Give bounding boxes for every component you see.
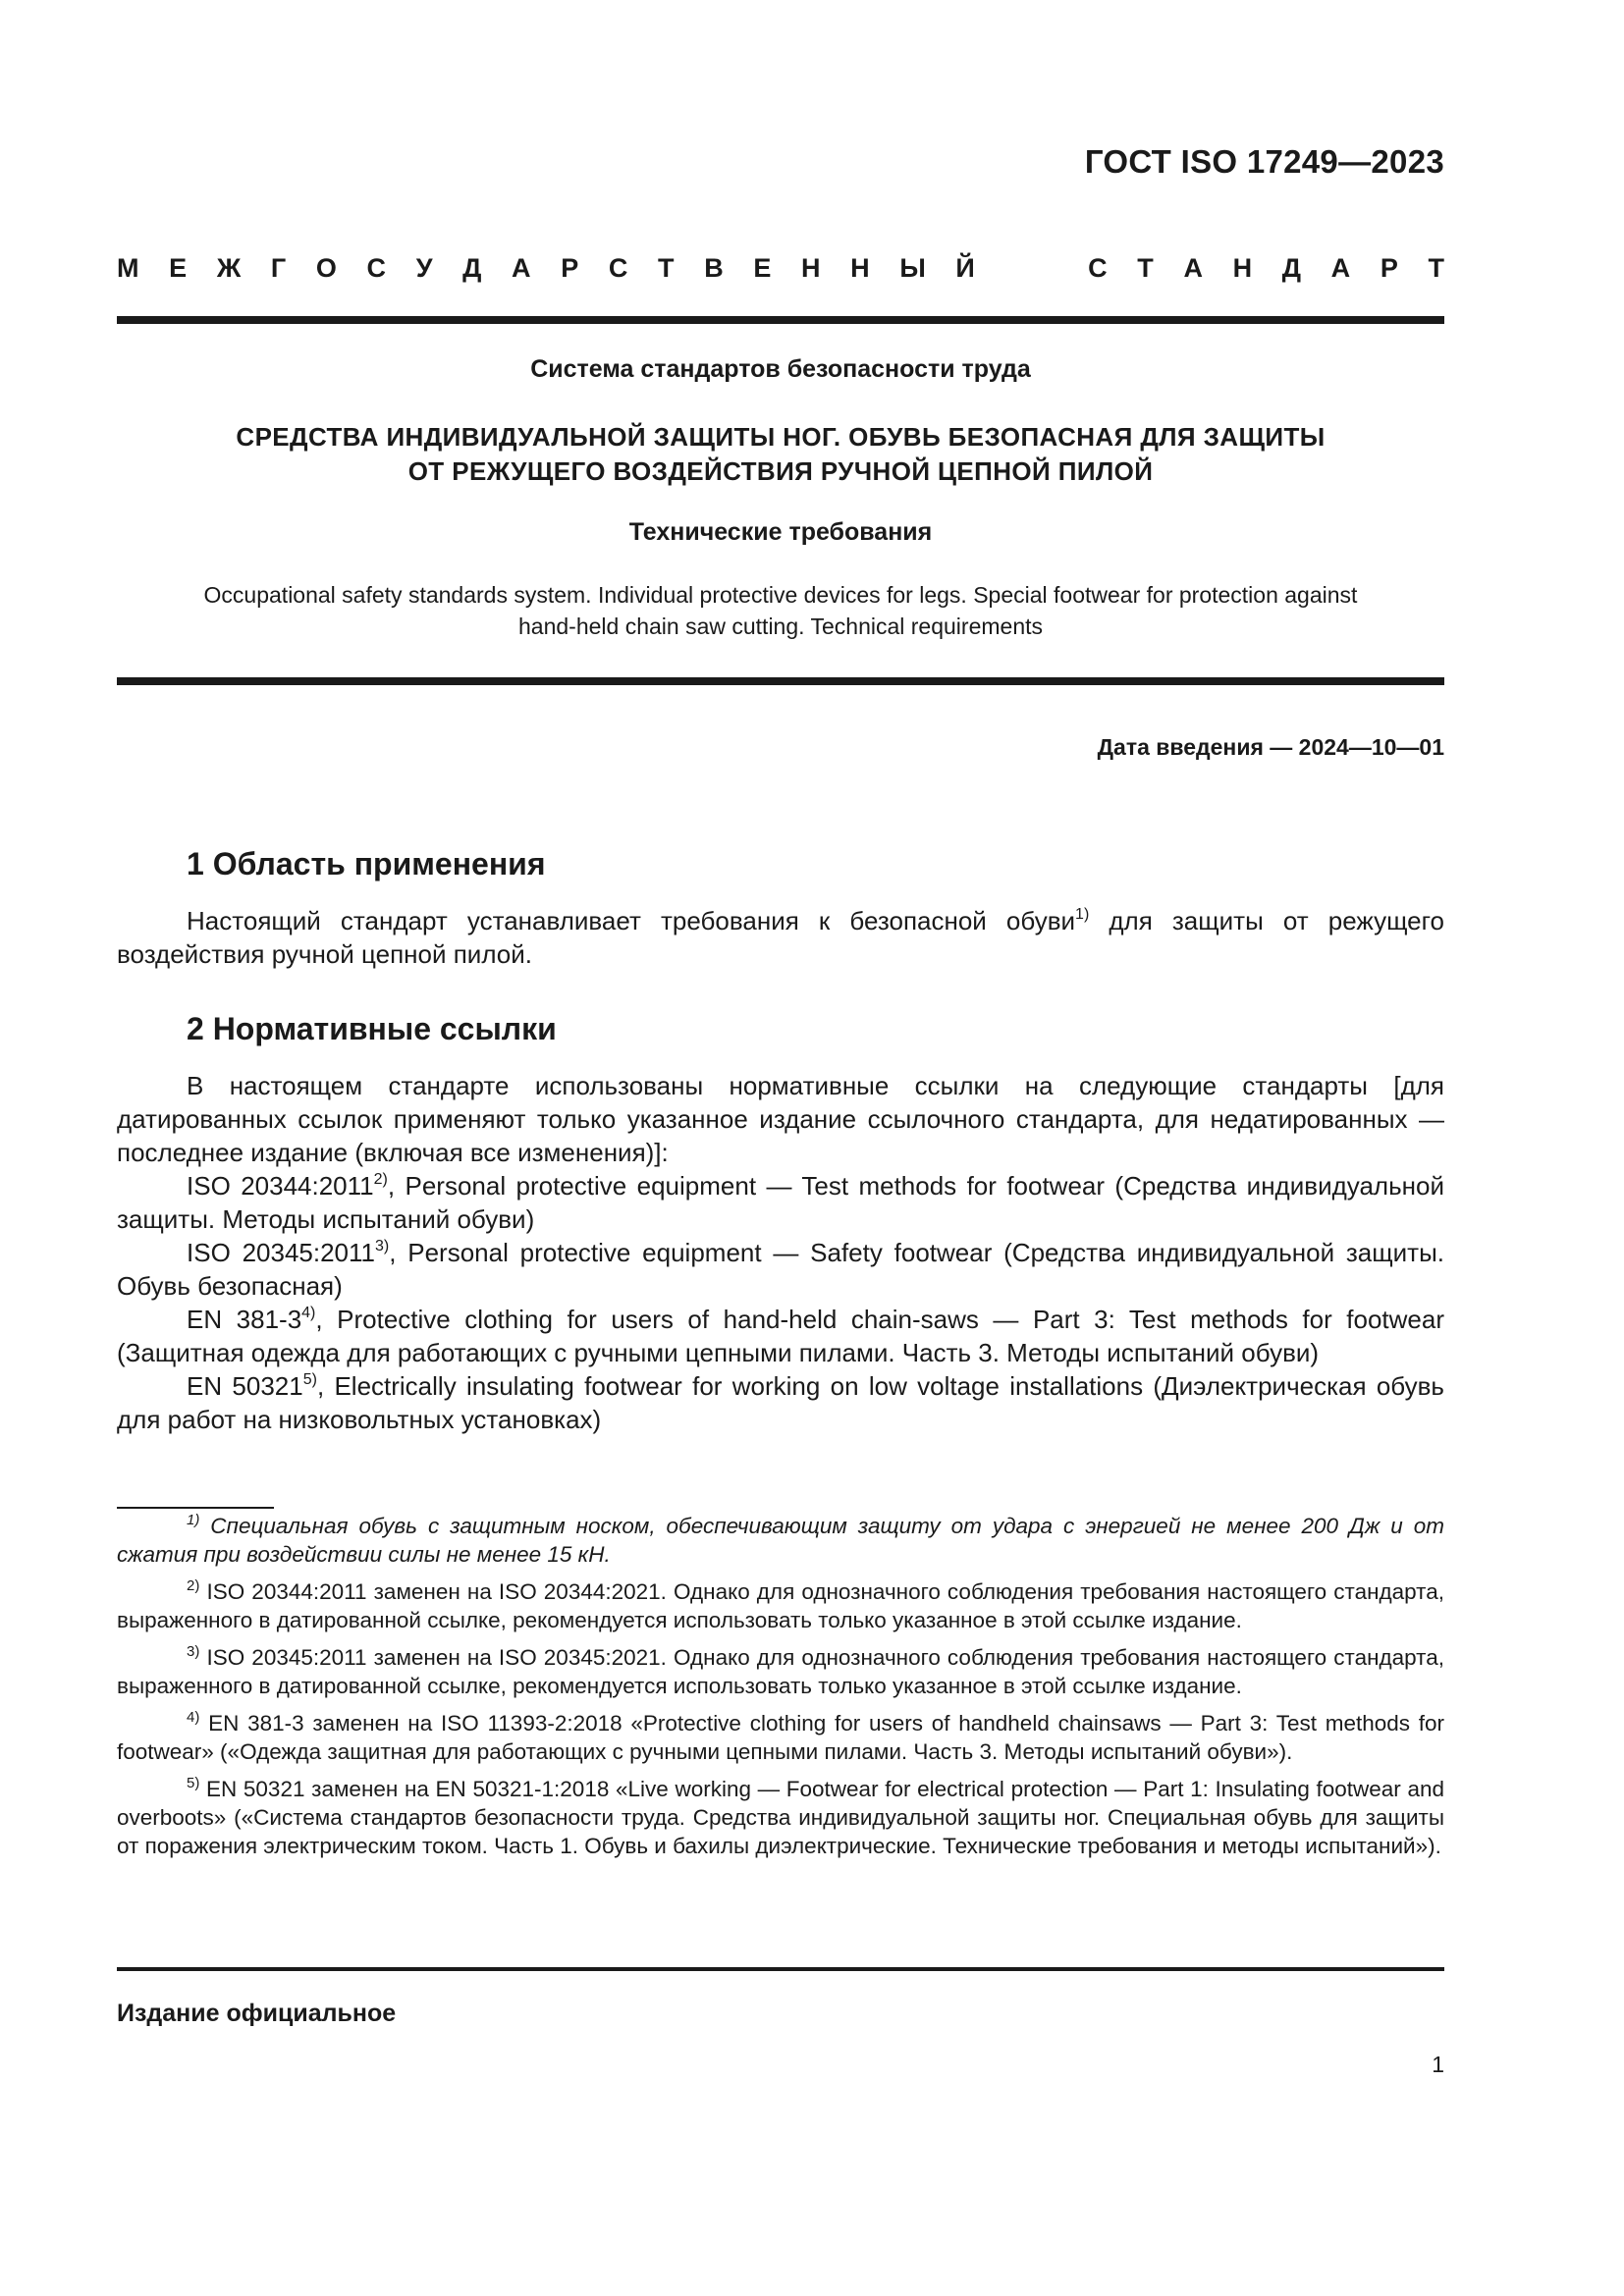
section-2-heading: 2 Нормативные ссылки: [187, 1011, 557, 1046]
title-line: ОТ РЕЖУЩЕГО ВОЗДЕЙСТВИЯ РУЧНОЙ ЦЕПНОЙ ПИЛОЙ: [407, 456, 1154, 486]
banner-letter: С: [1088, 253, 1108, 283]
reference-code: EN 50321: [187, 1371, 303, 1401]
footnote-marker: 4): [187, 1709, 200, 1726]
footnote-marker: 1): [187, 1512, 200, 1528]
banner-letter: Д: [462, 253, 482, 283]
banner-letter: Т: [1137, 253, 1154, 283]
footnote-1: [117, 1512, 1444, 1569]
section-1-body: [117, 904, 1444, 971]
interstate-standard-banner: [117, 253, 1444, 284]
footnotes: [117, 1512, 1444, 1869]
official-edition-label: Издание официальное: [117, 2000, 397, 2027]
footnote-ref[interactable]: 5): [302, 1371, 317, 1388]
banner-letter: Ж: [216, 253, 242, 283]
footnote-3: [117, 1643, 1444, 1700]
banner-letter: Т: [1428, 253, 1444, 283]
footnote-ref[interactable]: 3): [375, 1238, 390, 1255]
reference-text: , Protective clothing for users of hand-held chain-saws — Part 3: Test methods for footwear (Защитная одежда для работающих с ручными цепными пилами. Часть 3. Методы испытаний обуви): [117, 1305, 1445, 1367]
banner-letter: Р: [1380, 253, 1398, 283]
footnote-ref[interactable]: 4): [301, 1305, 316, 1321]
standards-system-title: Система стандартов безопасности труда: [530, 355, 1031, 383]
footnote-text: ISO 20345:2011 заменен на ISO 20345:2021. Однако для однозначного соблюдения требования настоящего стандарта, выраженного в датированной ссылке, рекомендуется использовать только указанное в этой ссылке издание.: [117, 1645, 1444, 1698]
page-number: 1: [1432, 2052, 1444, 2077]
reference-text: , Electrically insulating footwear for working on low voltage installations (Диэлектрическая обувь для работ на низковольтных установках): [117, 1371, 1444, 1434]
banner-letter: Й: [955, 253, 975, 283]
footnote-text: EN 50321 заменен на EN 50321-1:2018 «Live working — Footwear for electrical protection — Part 1: Insulating footwear and overboots» («Система стандартов безопасности труда. Средства индивидуальной защиты ног. Специальная обувь для защиты от поражения электрическим током. Часть 1. Обувь и бахилы диэлектрические. Технические требования и методы испытаний»).: [117, 1777, 1444, 1858]
footnote-marker: 3): [187, 1643, 200, 1660]
reference-item: [117, 1236, 1444, 1303]
title-bottom-rule: [117, 677, 1444, 685]
banner-letter: С: [608, 253, 628, 283]
document-subtitle: Технические требования: [628, 518, 933, 546]
footnote-ref[interactable]: 1): [1075, 906, 1090, 923]
banner-gap: [1004, 253, 1057, 284]
footnote-text: Специальная обувь с защитным носком, обеспечивающим защиту от удара с энергией не менее 200 Дж и от сжатия при воздействии силы не менее 15 кН.: [117, 1514, 1444, 1567]
section-2-body: [117, 1069, 1444, 1436]
footnote-text: ISO 20344:2011 заменен на ISO 20344:2021. Однако для однозначного соблюдения требования настоящего стандарта, выраженного в датированной ссылке, рекомендуется использовать только указанное в этой ссылке издание.: [117, 1579, 1444, 1632]
text-run: для защиты от режущего воздействия ручной цепной пилой.: [117, 906, 1445, 969]
reference-text: , Personal protective equipment — Test methods for footwear (Средства индивидуальной защиты. Методы испытаний обуви): [117, 1171, 1444, 1234]
banner-letter: У: [415, 253, 433, 283]
banner-letter: Н: [1232, 253, 1253, 283]
introduction-date: Дата введения — 2024—10—01: [1097, 734, 1444, 760]
footnote-2: [117, 1577, 1444, 1634]
scope-paragraph: [117, 904, 1444, 971]
footnote-5: [117, 1775, 1444, 1860]
footnote-ref[interactable]: 2): [373, 1171, 388, 1188]
top-rule: [117, 316, 1444, 324]
reference-item: [117, 1369, 1444, 1436]
english-title: [117, 579, 1444, 642]
standard-number: ГОСТ ISO 17249—2023: [1084, 143, 1444, 180]
banner-letter: С: [366, 253, 387, 283]
footnote-text: EN 381-3 заменен на ISO 11393-2:2018 «Protective clothing for users of handheld chainsaws — Part 3: Test methods for footwear» («Одежда защитная для работающих с ручными цепными пилами. Часть 3. Методы испытаний обуви»).: [117, 1711, 1444, 1764]
reference-code: ISO 20345:2011: [187, 1238, 376, 1267]
banner-letter: Т: [658, 253, 675, 283]
title-line: СРЕДСТВА ИНДИВИДУАЛЬНОЙ ЗАЩИТЫ НОГ. ОБУВЬ БЕЗОПАСНАЯ ДЛЯ ЗАЩИТЫ: [236, 422, 1326, 452]
reference-code: EN 381-3: [187, 1305, 302, 1334]
footnote-separator: [117, 1507, 274, 1509]
reference-text: , Personal protective equipment — Safety footwear (Средства индивидуальной защиты. Обувь безопасная): [117, 1238, 1444, 1301]
english-title-line: hand-held chain saw cutting. Technical requirements: [518, 614, 1043, 639]
banner-letter: М: [117, 253, 139, 283]
footnote-4: [117, 1709, 1444, 1766]
references-intro: В настоящем стандарте использованы нормативные ссылки на следующие стандарты [для датированных ссылок применяют только указанное издание ссылочного стандарта, для недатированных — последнее издание (включая все изменения)]:: [117, 1071, 1444, 1167]
reference-code: ISO 20344:2011: [187, 1171, 374, 1201]
reference-item: [117, 1169, 1444, 1236]
banner-letter: О: [315, 253, 337, 283]
banner-letter: Е: [753, 253, 772, 283]
reference-item: [117, 1303, 1444, 1369]
banner-letter: Г: [270, 253, 287, 283]
footnote-marker: 2): [187, 1577, 200, 1594]
banner-letter: Н: [801, 253, 821, 283]
text-run: Настоящий стандарт устанавливает требования к безопасной обуви: [187, 906, 1076, 935]
banner-letter: В: [704, 253, 724, 283]
banner-letter: Е: [169, 253, 188, 283]
banner-letter: Ы: [899, 253, 926, 283]
footnote-marker: 5): [187, 1775, 200, 1791]
banner-letter: А: [512, 253, 531, 283]
banner-letter: Р: [561, 253, 579, 283]
footer-rule: [117, 1967, 1444, 1971]
banner-letter: Н: [850, 253, 870, 283]
banner-letter: А: [1183, 253, 1203, 283]
english-title-line: Occupational safety standards system. Individual protective devices for legs. Special footwear for protection against: [203, 582, 1358, 608]
document-title: [117, 420, 1444, 489]
banner-letter: Д: [1281, 253, 1302, 283]
banner-letter: А: [1330, 253, 1351, 283]
section-1-heading: 1 Область применения: [187, 846, 546, 881]
